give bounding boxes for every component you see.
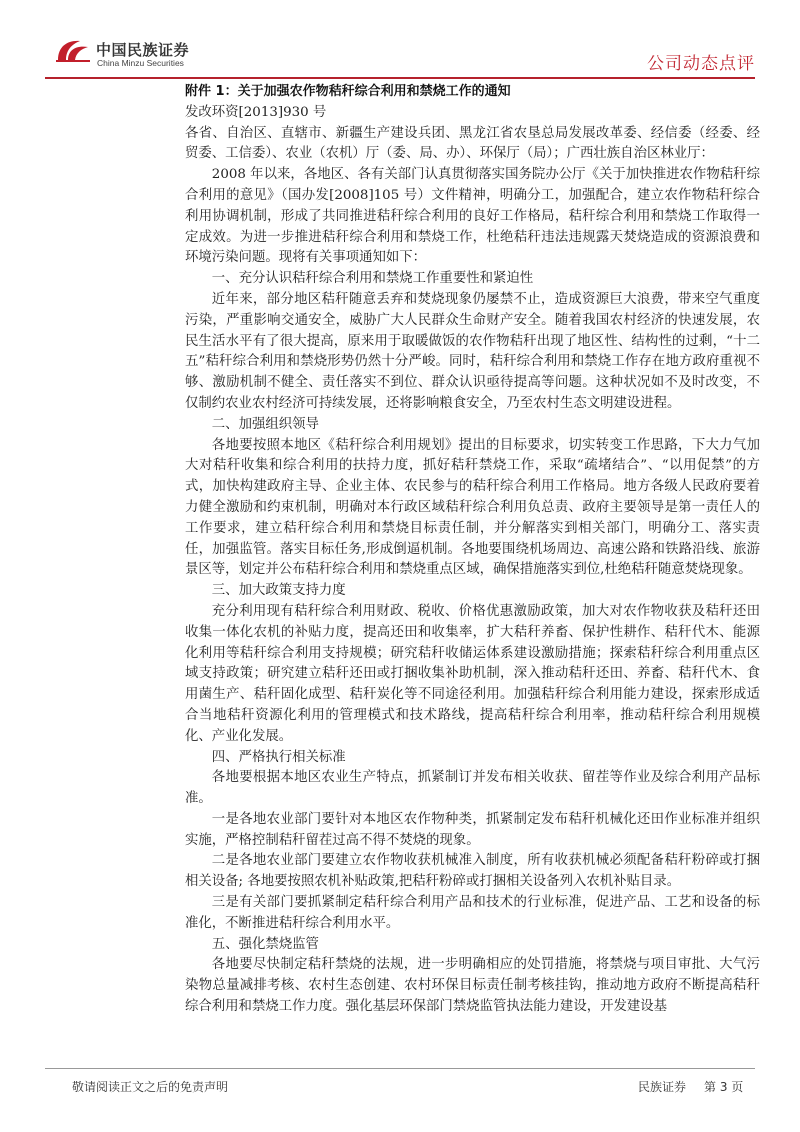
section-4-item-1: 一是各地农业部门要针对本地区农作物种类，抓紧制定发布秸秆机械化还田作业标准并组织实施，严格控制秸秆留茬过高不得不焚烧的现象。 — [185, 811, 760, 848]
document-body — [185, 82, 760, 1018]
footer-company: 民族证券 — [638, 1080, 687, 1094]
header-divider — [45, 77, 755, 79]
section-3-paragraph: 充分利用现有秸秆综合利用财政、税收、价格优惠激励政策，加大对农作物收获及秸秆还田收集一体化农机的补贴力度，提高还田和收集率，扩大秸秆养畜、保护性耕作、秸秆代木、能源化利用等秸秆综合利用支持规模；研究秸秆收储运体系建设激励措施；探索秸秆综合利用重点区域支持政策；研究建立秸秆还田或打捆收集补助机制，深入推动秸秆还田、养畜、秸秆代木、食用菌生产、秸秆固化成型、秸秆炭化等不同途径利用。加强秸秆综合利用能力建设，探索形成适合当地秸秆资源化利用的管理模式和技术路线，提高秸秆综合利用率，推动秸秆综合利用规模化、产业化发展。 — [185, 603, 760, 744]
section-2-paragraph: 各地要按照本地区《秸秆综合利用规划》提出的目标要求，切实转变工作思路，下大力气加大对秸秆收集和综合利用的扶持力度，抓好秸秆禁烧工作，采取“疏堵结合”、“以用促禁”的方式，加快构建政府主导、企业主体、农民参与的秸秆综合利用工作格局。地方各级人民政府要着力健全激励和约束机制，明确对本行政区域秸秆综合利用负总责、政府主要领导是第一责任人的工作要求，建立秸秆综合利用和禁烧目标责任制，并分解落实到相关部门，明确分工、落实责任，加强监管。落实目标任务,形成倒逼机制。各地要围绕机场周边、高速公路和铁路沿线、旅游景区等，划定并公布秸秆综合利用和禁烧重点区域，确保措施落实到位,杜绝秸秆随意焚烧现象。 — [185, 437, 760, 578]
section-4-item-2: 二是各地农业部门要建立农作物收获机械准入制度，所有收获机械必须配备秸秆粉碎或打捆相关设备; 各地要按照农机补贴政策,把秸秆粉碎或打捆相关设备列入农机补贴目录。 — [185, 853, 760, 890]
document-number: 发改环资[2013]930 号 — [185, 104, 327, 120]
section-3-heading: 三、加大政策支持力度 — [211, 583, 346, 599]
footer-info — [638, 1078, 761, 1095]
page-header — [0, 0, 800, 80]
brand-name-cn: 中国民族证券 — [96, 41, 190, 59]
section-4-paragraph: 各地要根据本地区农业生产特点，抓紧制订并发布相关收获、留茬等作业及综合利用产品标准。 — [185, 770, 760, 807]
report-type-label: 公司动态点评 — [647, 54, 755, 74]
brand-name-en: China Minzu Securities — [97, 58, 184, 68]
logo-icon — [54, 36, 94, 64]
footer-divider — [45, 1068, 755, 1069]
disclaimer-notice: 敬请阅读正文之后的免责声明 — [72, 1080, 229, 1094]
section-4-item-3: 三是有关部门要抓紧制定秸秆综合利用产品和技术的行业标准，促进产品、工艺和设备的标准化，不断推进秸秆综合利用水平。 — [185, 895, 760, 931]
section-2-heading: 二、加强组织领导 — [211, 416, 319, 432]
section-1-heading: 一、充分认识秸秆综合利用和禁烧工作重要性和紧迫性 — [211, 271, 534, 287]
section-1-paragraph: 近年来，部分地区秸秆随意丢弃和焚烧现象仍屡禁不止，造成资源巨大浪费，带来空气重度污染，严重影响交通安全，威胁广大人民群众生命财产安全。随着我国农村经济的快速发展，农民生活水平有了很大提高，原来用于取暖做饭的农作物秸秆出现了地区性、结构性的过剩，“十二五”秸秆综合利用和禁烧形势仍然十分严峻。同时，秸秆综合利用和禁烧工作存在地方政府重视不够、激励机制不健全、责任落实不到位、群众认识亟待提高等问题。这种状况如不及时改变，不仅制约农业农村经济可持续发展，还将影响粮食安全，乃至农村生态文明建设进程。 — [185, 291, 760, 411]
section-5-paragraph: 各地要尽快制定秸秆禁烧的法规，进一步明确相应的处罚措施，将禁烧与项目审批、大气污染物总量减排考核、农村生态创建、农村环保目标责任制考核挂钩，推动地方政府不断提高秸秆综合利用和禁烧工作力度。强化基层环保部门禁烧监管执法能力建设，开发建设基 — [185, 957, 760, 1015]
addressees: 各省、自治区、直辖市、新疆生产建设兵团、黑龙江省农垦总局发展改革委、经信委（经委、经贸委、工信委）、农业（农机）厅（委、局、办）、环保厅（局）；广西壮族自治区林业厅： — [185, 125, 760, 162]
section-5-heading: 五、强化禁烧监管 — [211, 936, 319, 952]
intro-paragraph: 2008 年以来，各地区、各有关部门认真贯彻落实国务院办公厅《关于加快推进农作物秸秆综合利用的意见》（国办发[2008]105 号）文件精神，明确分工，加强配合，建立农作物秸秆综合利用协调机制，形成了共同推进秸秆综合利用的良好工作格局，秸秆综合利用和禁烧工作取得一定成效。为进一步推进秸秆综合利用和禁烧工作，杜绝秸秆违法违规露天焚烧造成的资源浪费和环境污染问题。现将有关事项通知如下： — [185, 167, 760, 266]
section-4-heading: 四、严格执行相关标准 — [211, 749, 346, 765]
document-title: 附件 1：关于加强农作物秸秆综合利用和禁烧工作的通知 — [185, 84, 511, 99]
page-number: 第 3 页 — [704, 1080, 744, 1094]
